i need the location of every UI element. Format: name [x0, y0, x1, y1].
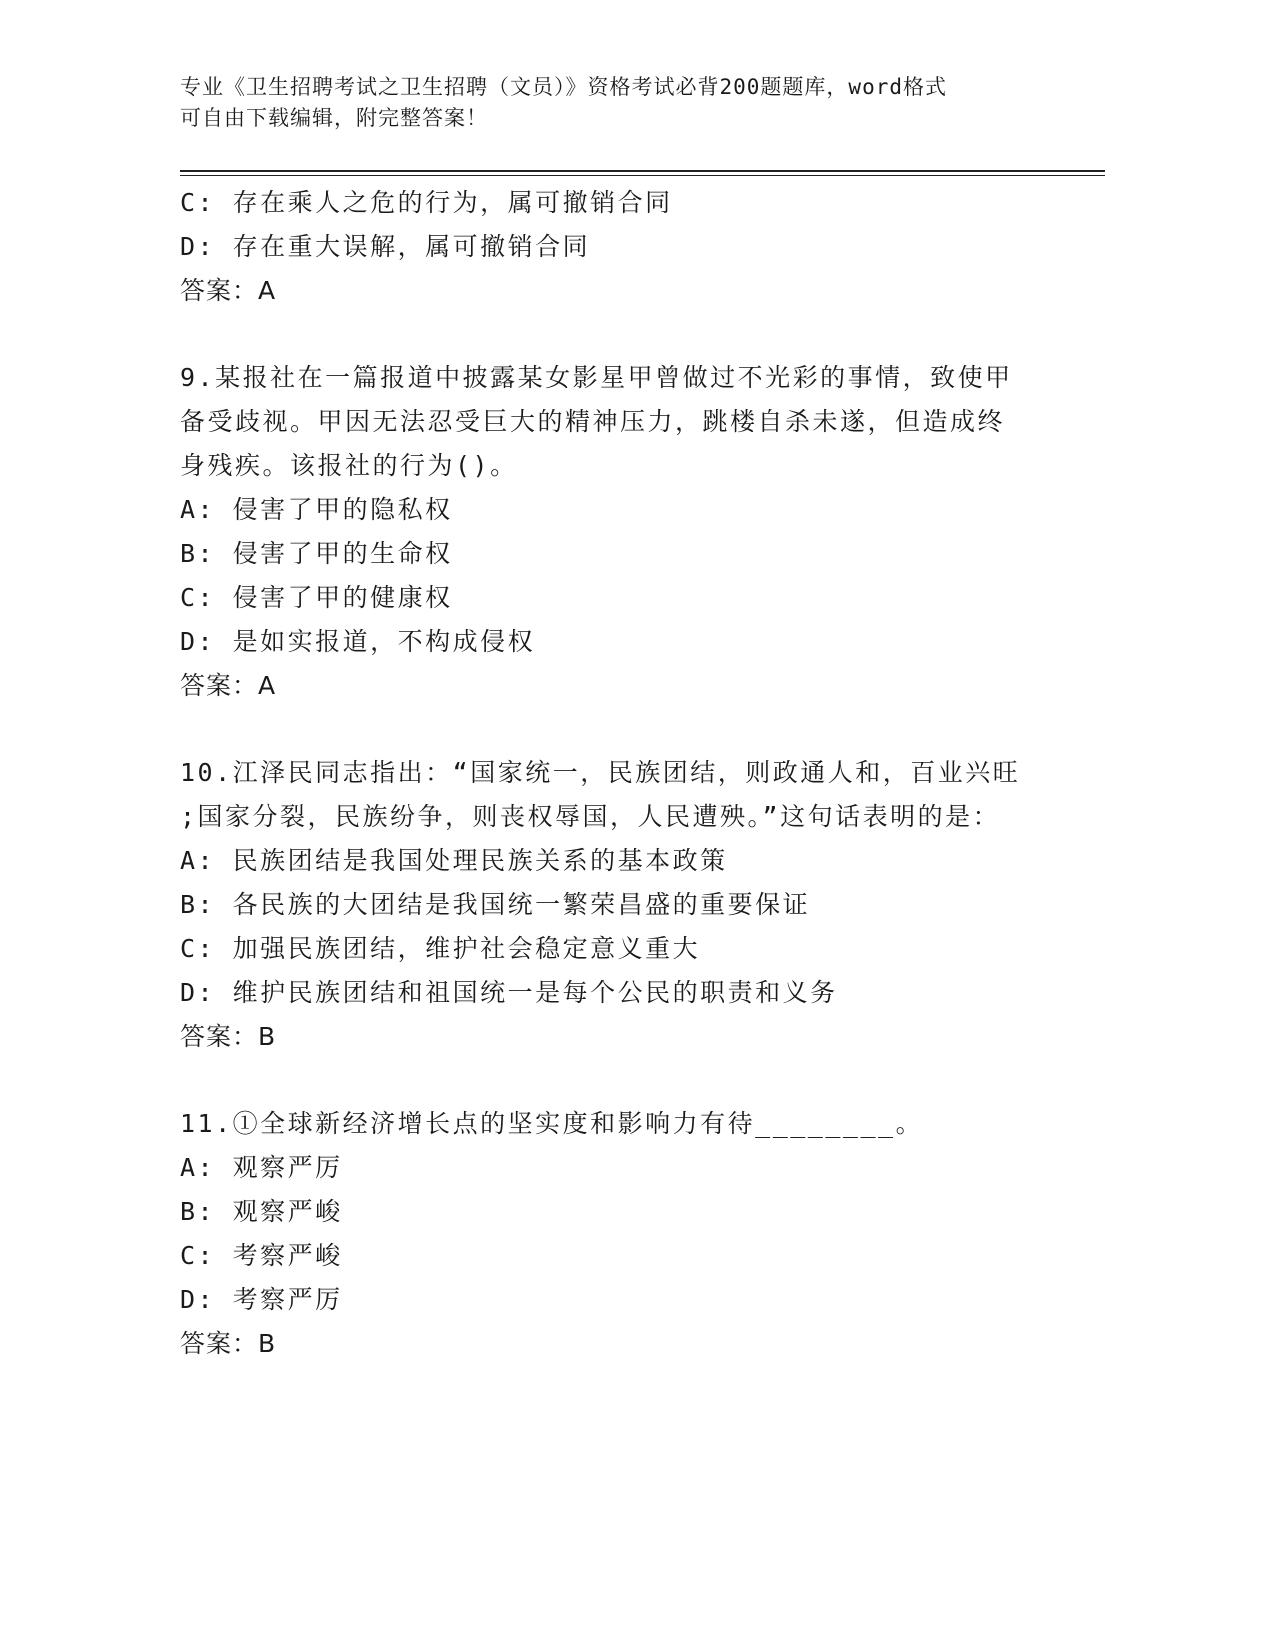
option-key: A:	[180, 495, 216, 524]
question-spacer	[180, 708, 1105, 751]
question-stem-line: 备受歧视。甲因无法忍受巨大的精神压力，跳楼自杀未遂，但造成终	[180, 407, 1006, 436]
document-header	[180, 72, 1050, 134]
option-text: 考察严峻	[232, 1241, 343, 1270]
option-text: 加强民族团结，维护社会稳定意义重大	[232, 934, 701, 963]
option-key: C:	[180, 934, 216, 963]
question-fragment	[180, 181, 1105, 313]
option-text: 侵害了甲的生命权	[232, 539, 453, 568]
option-c	[180, 181, 1105, 225]
option-d	[180, 225, 1105, 269]
option-key: D:	[180, 232, 216, 261]
answer-line: 答案：B	[180, 1329, 277, 1358]
option-d	[180, 620, 1105, 664]
option-key: C:	[180, 583, 216, 612]
question-9	[180, 356, 1105, 708]
option-a	[180, 1146, 1105, 1190]
option-text: 侵害了甲的隐私权	[232, 495, 453, 524]
option-d	[180, 1278, 1105, 1322]
option-text: 民族团结是我国处理民族关系的基本政策	[232, 846, 728, 875]
question-spacer	[180, 313, 1105, 356]
option-d	[180, 971, 1105, 1015]
header-title-line-1: 专业《卫生招聘考试之卫生招聘（文员）》资格考试必背200题题库，word格式	[180, 75, 947, 99]
document-body	[180, 181, 1105, 1366]
question-11	[180, 1102, 1105, 1366]
option-text: 各民族的大团结是我国统一繁荣昌盛的重要保证	[232, 890, 811, 919]
option-c	[180, 1234, 1105, 1278]
header-rule-thin	[180, 175, 1105, 176]
option-key: D:	[180, 978, 216, 1007]
option-b	[180, 532, 1105, 576]
header-title-line-2: 可自由下载编辑，附完整答案！	[180, 106, 488, 130]
option-key: C:	[180, 1241, 216, 1270]
question-10	[180, 751, 1105, 1059]
option-text: 存在乘人之危的行为，属可撤销合同	[232, 188, 673, 217]
question-stem-line: 11.①全球新经济增长点的坚实度和影响力有待________。	[180, 1109, 924, 1138]
option-b	[180, 883, 1105, 927]
option-text: 观察严厉	[232, 1153, 343, 1182]
option-key: B:	[180, 539, 216, 568]
option-a	[180, 488, 1105, 532]
option-c	[180, 576, 1105, 620]
question-spacer	[180, 1059, 1105, 1102]
question-stem-line: 9.某报社在一篇报道中披露某女影星甲曾做过不光彩的事情，致使甲	[180, 363, 1013, 392]
option-text: 考察严厉	[232, 1285, 343, 1314]
option-text: 存在重大误解，属可撤销合同	[232, 232, 591, 261]
option-text: 观察严峻	[232, 1197, 343, 1226]
answer-line: 答案：B	[180, 1022, 277, 1051]
header-rule-thick	[180, 170, 1105, 172]
option-key: C:	[180, 188, 216, 217]
option-key: A:	[180, 1153, 216, 1182]
option-a	[180, 839, 1105, 883]
answer-line: 答案：A	[180, 276, 277, 305]
question-stem-line: 10.江泽民同志指出：“国家统一，民族团结，则政通人和，百业兴旺	[180, 758, 1021, 787]
option-c	[180, 927, 1105, 971]
option-key: A:	[180, 846, 216, 875]
option-text: 维护民族团结和祖国统一是每个公民的职责和义务	[232, 978, 838, 1007]
option-text: 是如实报道，不构成侵权	[232, 627, 536, 656]
option-b	[180, 1190, 1105, 1234]
question-stem-line: 身残疾。该报社的行为()。	[180, 451, 518, 480]
option-key: D:	[180, 1285, 216, 1314]
option-key: D:	[180, 627, 216, 656]
answer-line: 答案：A	[180, 671, 277, 700]
option-text: 侵害了甲的健康权	[232, 583, 453, 612]
option-key: B:	[180, 1197, 216, 1226]
option-key: B:	[180, 890, 216, 919]
question-stem-line: ;国家分裂，民族纷争，则丧权辱国，人民遭殃。”这句话表明的是：	[180, 802, 1001, 831]
